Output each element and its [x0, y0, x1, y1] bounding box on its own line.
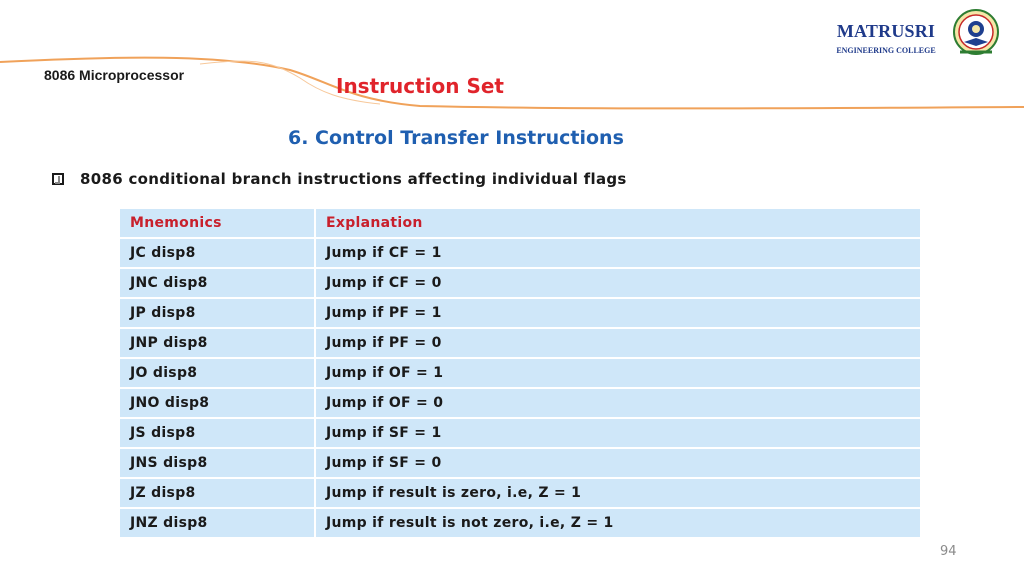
- explanation-cell: Jump if result is not zero, i.e, Z = 1: [316, 509, 920, 537]
- explanation-cell: Jump if CF = 0: [316, 269, 920, 297]
- table-row: [120, 479, 920, 507]
- mnemonic-cell: JNO disp8: [120, 389, 316, 417]
- page-number: 94: [940, 544, 957, 559]
- mnemonic-cell: JS disp8: [120, 419, 316, 447]
- course-title: 8086 Microprocessor: [44, 67, 185, 83]
- table-row: [120, 299, 920, 327]
- mnemonic-cell: JP disp8: [120, 299, 316, 327]
- table-row: [120, 419, 920, 447]
- explanation-cell: Jump if SF = 1: [316, 419, 920, 447]
- bullet-item: [52, 170, 627, 188]
- table-row: [120, 239, 920, 267]
- table-row: [120, 269, 920, 297]
- checkbox-bullet-icon: [52, 173, 64, 185]
- instruction-table: [120, 207, 920, 539]
- explanation-cell: Jump if CF = 1: [316, 239, 920, 267]
- table-header-row: [120, 209, 920, 237]
- table-row: [120, 449, 920, 477]
- mnemonic-cell: JNS disp8: [120, 449, 316, 477]
- mnemonic-cell: JNC disp8: [120, 269, 316, 297]
- mnemonic-cell: JNZ disp8: [120, 509, 316, 537]
- table-row: [120, 389, 920, 417]
- explanation-cell: Jump if PF = 1: [316, 299, 920, 327]
- table-row: [120, 359, 920, 387]
- explanation-cell: Jump if PF = 0: [316, 329, 920, 357]
- table-row: [120, 509, 920, 537]
- explanation-cell: Jump if OF = 1: [316, 359, 920, 387]
- college-emblem-icon: [952, 8, 1000, 58]
- explanation-cell: Jump if SF = 0: [316, 449, 920, 477]
- mnemonic-cell: JNP disp8: [120, 329, 316, 357]
- college-brand: [826, 20, 946, 56]
- column-header-mnemonics: Mnemonics: [120, 209, 316, 237]
- explanation-cell: Jump if OF = 0: [316, 389, 920, 417]
- column-header-explanation: Explanation: [316, 209, 920, 237]
- mnemonic-cell: JC disp8: [120, 239, 316, 267]
- brand-name: MATRUSRI: [836, 21, 936, 41]
- mnemonic-cell: JZ disp8: [120, 479, 316, 507]
- section-title: 6. Control Transfer Instructions: [288, 127, 624, 149]
- brand-subtitle: ENGINEERING COLLEGE: [836, 46, 936, 55]
- slide-title: Instruction Set: [336, 74, 504, 98]
- table-row: [120, 329, 920, 357]
- explanation-cell: Jump if result is zero, i.e, Z = 1: [316, 479, 920, 507]
- bullet-text: 8086 conditional branch instructions affecting individual flags: [80, 170, 627, 188]
- mnemonic-cell: JO disp8: [120, 359, 316, 387]
